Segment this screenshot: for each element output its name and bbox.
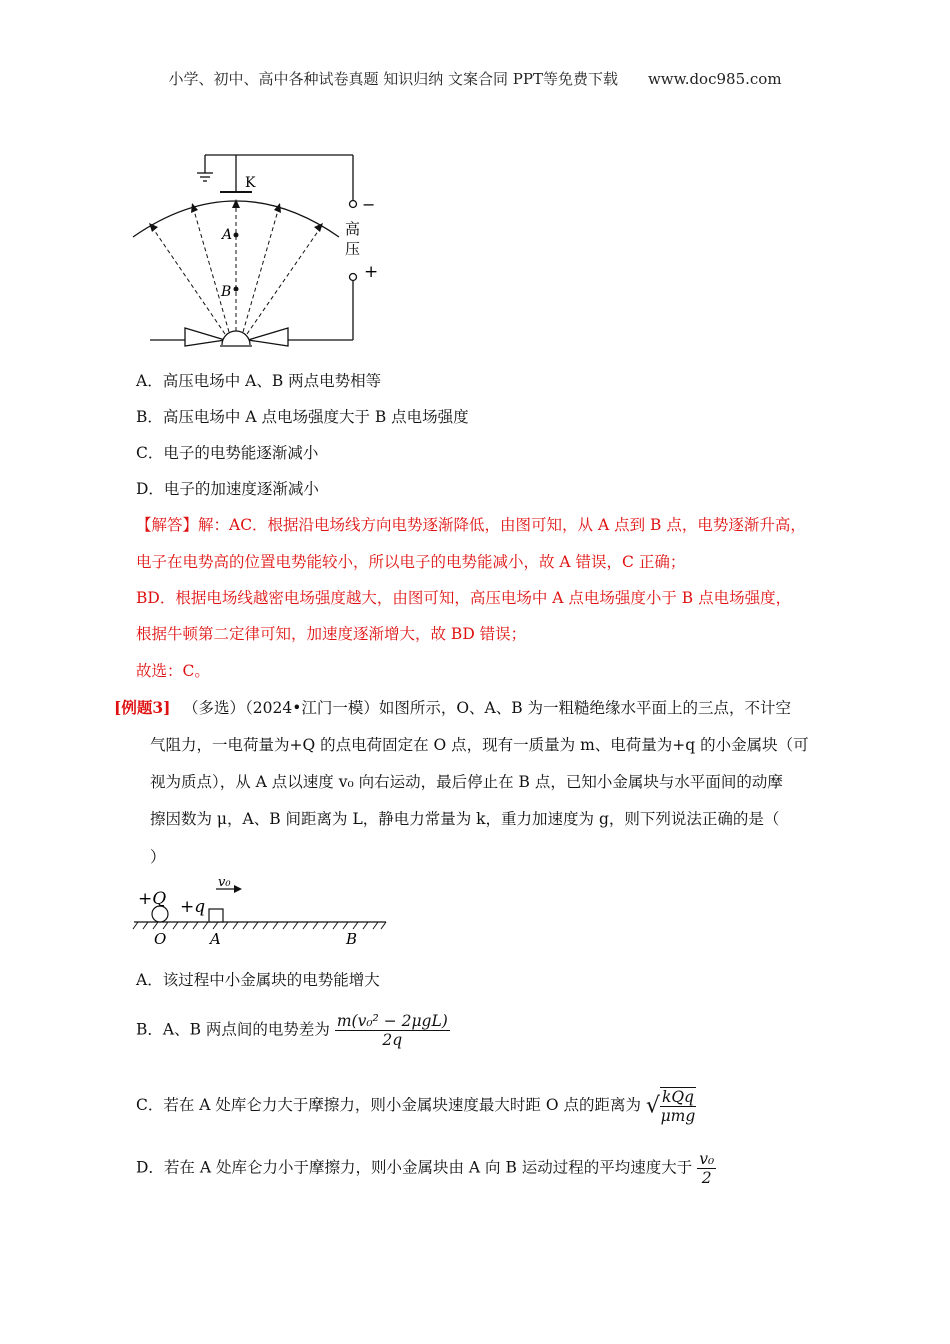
q3-option-c-fraction [660,1087,696,1125]
hatching [133,922,386,929]
q3-option-b [136,1012,450,1049]
figure-charges-plane [130,872,395,950]
left-electrode [185,328,225,346]
label-plus-big-q: +Q [138,889,167,909]
q3-option-b-text: B．A、B 两点间的电势差为 [136,1020,330,1039]
label-b: B [221,284,232,300]
field-line-left-1 [193,207,232,332]
example3-title: [例题3] [114,698,171,717]
label-minus: − [362,195,376,214]
q3-option-d-denominator: 2 [701,1169,712,1187]
velocity-arrowhead [234,885,242,893]
example3-line3: 视为质点），从 A 点以速度 v₀ 向右运动，最后停止在 B 点，已知小金属块与水平面间的动摩 [150,773,783,791]
arrow-right-1 [274,203,281,213]
answer1-line3: BD．根据电场线越密电场强度越大，由图可知，高压电场中 A 点电场强度小于 B 点电场强度， [136,589,792,607]
q3-option-d-text: D．若在 A 处库仑力小于摩擦力，则小金属块由 A 向 B 运动过程的平均速度大于 [136,1158,693,1177]
q3-option-a: A．该过程中小金属块的电势能增大 [136,971,380,989]
label-a2: A [210,930,221,948]
label-plus: + [364,262,379,282]
plus-terminal [350,274,357,281]
page-header [0,68,950,89]
header-site: www.doc985.com [647,70,782,88]
label-a: A [222,227,233,243]
label-o: O [154,930,167,948]
label-plus-small-q: +q [180,897,206,917]
q3-option-b-fraction [335,1012,450,1049]
answer1-line5: 故选：C。 [136,662,210,680]
label-v0: v₀ [218,875,231,890]
cathode-dome [222,331,250,345]
arrow-left-1 [191,203,198,213]
q1-option-c: C．电子的电势能逐渐减小 [136,444,319,462]
q3-option-c-numerator: kQq [661,1088,694,1106]
label-hv-2: 压 [345,240,361,258]
example3-line4: 擦因数为 μ，A、B 间距离为 L，静电力常量为 k，重力加速度为 g，则下列说法正确的是（ [150,810,780,828]
field-line-right-1 [243,207,279,332]
q3-option-d-numerator: v₀ [699,1150,715,1168]
label-b2: B [346,930,358,948]
answer1-line1: 【解答】解：AC．根据沿电场线方向电势逐渐降低，由图可知，从 A 点到 B 点，电势逐渐升高， [136,516,806,534]
answer1-line4: 根据牛顿第二定律可知，加速度逐渐增大，故 BD 错误； [136,625,527,643]
q3-option-b-denominator: 2q [382,1031,403,1049]
field-line-right-2 [247,227,321,334]
q3-option-c-text: C．若在 A 处库仑力大于摩擦力，则小金属块速度最大时距 O 点的距离为 [136,1096,641,1114]
minus-terminal [350,201,357,208]
figure-high-voltage-field [125,145,395,355]
point-a [234,233,239,238]
point-b [234,287,239,292]
answer1-line2: 电子在电势高的位置电势能较小，所以电子的电势能减小，故 A 错误，C 正确； [136,553,686,571]
label-k: K [245,175,256,191]
q3-option-d [136,1150,716,1187]
arrow-center [232,199,240,208]
example3-line5: ） [150,848,166,866]
q3-option-b-numerator: m(v₀² − 2μgL) [336,1012,448,1030]
right-electrode [248,328,288,346]
q1-option-b: B．高压电场中 A 点电场强度大于 B 点电场强度 [136,408,469,426]
q1-option-d: D．电子的加速度逐渐减小 [136,480,319,498]
q1-option-a: A．高压电场中 A、B 两点电势相等 [136,372,382,390]
sqrt-icon: √ [645,1093,660,1119]
q3-option-d-fraction [697,1150,716,1187]
header-text: 小学、初中、高中各种试卷真题 知识归纳 文案合同 PPT等免费下载 [168,70,618,88]
metal-block [209,909,223,922]
example3-line2: 气阻力，一电荷量为+Q 的点电荷固定在 O 点，现有一质量为 m、电荷量为+q 的小金属块（可 [150,736,809,754]
q3-option-c-denominator: μmg [660,1107,696,1125]
field-line-left-2 [152,227,225,334]
label-hv-1: 高 [345,220,361,238]
q3-option-c [136,1087,696,1125]
example3-line1: （多选）（2024•江门一模）如图所示，O、A、B 为一粗糙绝缘水平面上的三点，不计空 [183,699,792,717]
